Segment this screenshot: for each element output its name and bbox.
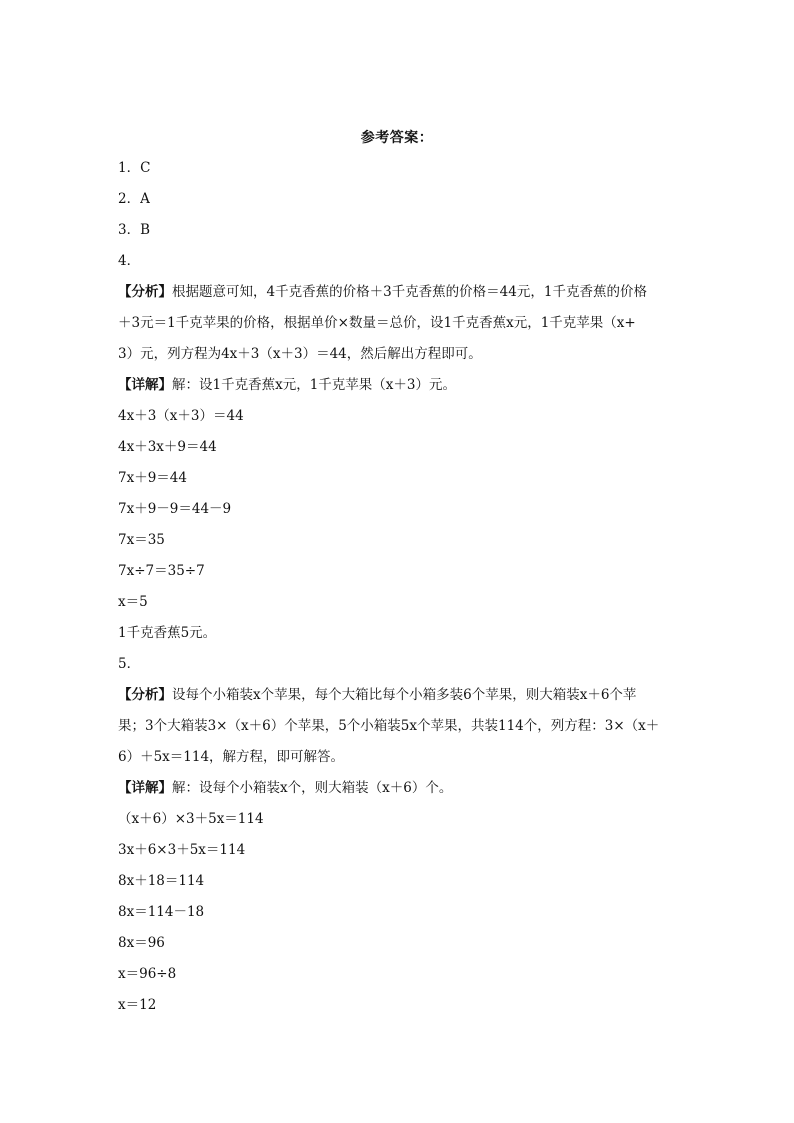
q5-detail-text: 解：设每个小箱装x个，则大箱装（x＋6）个。 <box>172 780 453 796</box>
q4-step: 4x＋3（x＋3）＝44 <box>118 408 244 424</box>
q4-analysis-label: 【分析】 <box>118 284 172 300</box>
q5-step: 8x＝114－18 <box>118 904 205 920</box>
q4-step: 7x＝35 <box>118 532 165 548</box>
q4-step: x＝5 <box>118 594 148 610</box>
answer-1: 1．C <box>118 160 151 176</box>
answer-5-number: 5． <box>118 656 141 672</box>
q4-detail-line <box>118 370 688 401</box>
q5-step: （x＋6）×3＋5x＝114 <box>118 811 264 827</box>
q4-detail-label: 【详解】 <box>118 377 172 393</box>
q5-analysis-label: 【分析】 <box>118 687 172 703</box>
q5-detail-label: 【详解】 <box>118 780 172 796</box>
q4-analysis-line-1 <box>118 277 688 308</box>
q5-detail-line <box>118 773 688 804</box>
q5-step: x＝12 <box>118 997 157 1013</box>
q5-analysis-line-3: 6）＋5x＝114，解方程，即可解答。 <box>118 749 345 765</box>
q4-analysis-line-3: 3）元，列方程为4x＋3（x＋3）＝44，然后解出方程即可。 <box>118 346 482 362</box>
q5-step: 8x＝96 <box>118 935 165 951</box>
q5-analysis-line-2: 果；3个大箱装3×（x＋6）个苹果，5个小箱装5x个苹果，共装114个，列方程：3×（x＋ <box>118 718 660 734</box>
q5-step: 8x＋18＝114 <box>118 873 205 889</box>
q4-step: 7x÷7＝35÷7 <box>118 563 205 579</box>
q4-step: 7x＋9＝44 <box>118 470 187 486</box>
q5-step: x＝96÷8 <box>118 966 177 982</box>
answer-body <box>118 153 688 1021</box>
q4-analysis-line-2: ＋3元＝1千克苹果的价格，根据单价×数量＝总价，设1千克香蕉x元，1千克苹果（x+ <box>118 315 636 331</box>
q4-detail-text: 解：设1千克香蕉x元，1千克苹果（x＋3）元。 <box>172 377 456 393</box>
q4-analysis-text-1: 根据题意可知，4千克香蕉的价格＋3千克香蕉的价格＝44元，1千克香蕉的价格 <box>172 284 647 300</box>
answer-4-number: 4． <box>118 253 141 269</box>
q5-step: 3x＋6×3＋5x＝114 <box>118 842 246 858</box>
q4-step: 4x＋3x＋9＝44 <box>118 439 217 455</box>
answer-2: 2．A <box>118 191 150 207</box>
answer-3: 3．B <box>118 222 151 238</box>
q5-analysis-text-1: 设每个小箱装x个苹果，每个大箱比每个小箱多装6个苹果，则大箱装x＋6个苹 <box>172 687 637 703</box>
page-title: 参考答案： <box>360 130 434 146</box>
q5-analysis-line-1 <box>118 680 688 711</box>
q4-step: 7x＋9－9＝44－9 <box>118 501 232 517</box>
q4-conclusion: 1千克香蕉5元。 <box>118 625 217 641</box>
